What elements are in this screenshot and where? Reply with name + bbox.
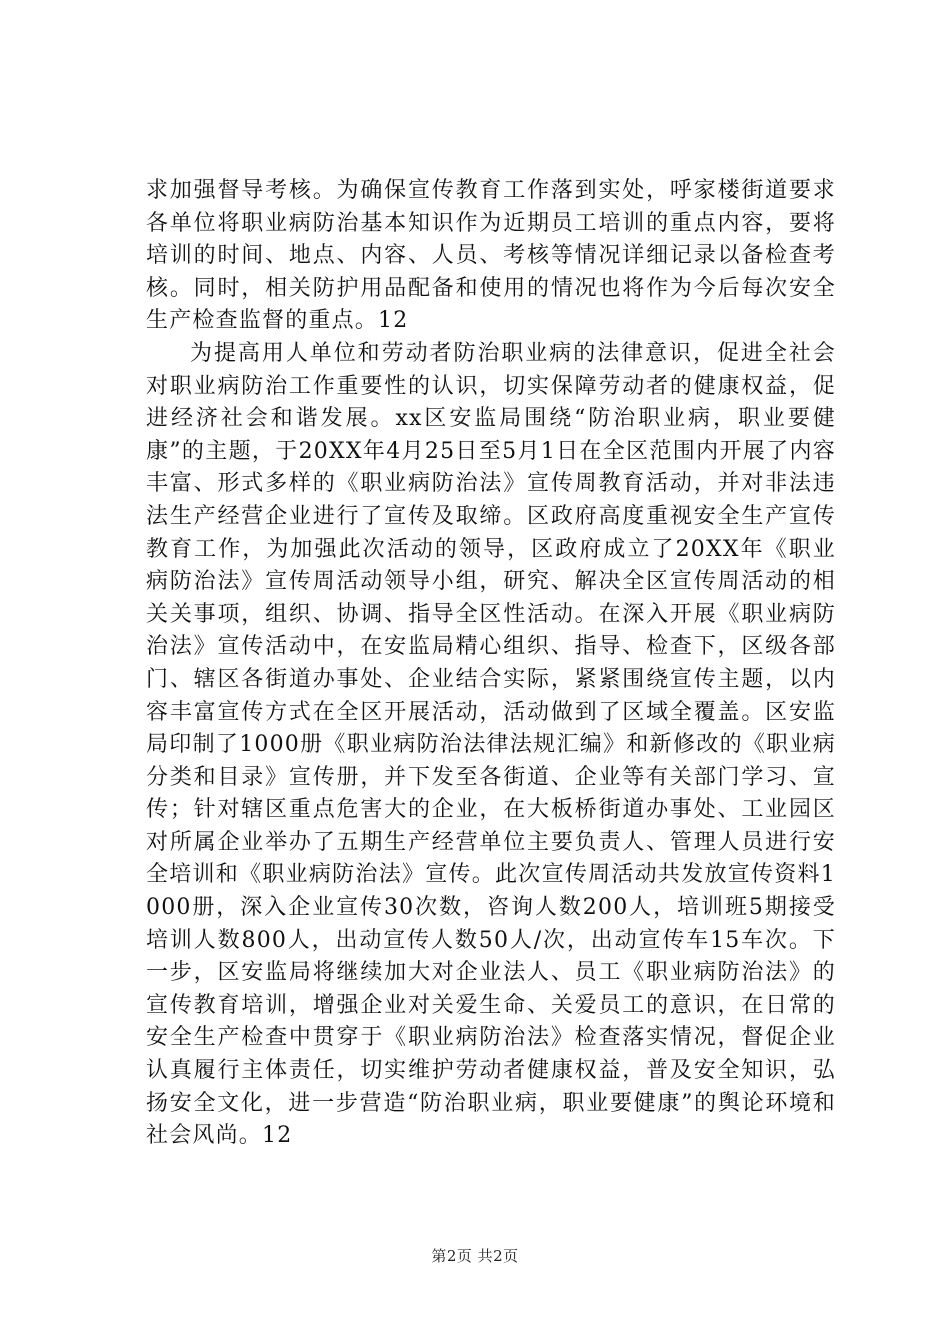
- paragraph-publicity-week: 为提高用人单位和劳动者防治职业病的法律意识，促进全社会对职业病防治工作重要性的认识，切实保障劳动者的健康权益，促进经济社会和谐发展。xx区安监局围绕“防治职业病，职业要健康”的主题，于20XX年4月25日至5月1日在全区范围内开展了内容丰富、形式多样的《职业病防治法》宣传周教育活动，并对非法违法生产经营企业进行了宣传及取缔。区政府高度重视安全生产宣传教育工作，为加强此次活动的领导，区政府成立了20XX年《职业病防治法》宣传周活动领导小组，研究、解决全区宣传周活动的相关关事项，组织、协调、指导全区性活动。在深入开展《职业病防治法》宣传活动中，在安监局精心组织、指导、检查下，区级各部门、辖区各街道办事处、企业结合实际，紧紧围绕宣传主题，以内容丰富宣传方式在全区开展活动，活动做到了区域全覆盖。区安监局印制了1000册《职业病防治法律法规汇编》和新修改的《职业病分类和目录》宣传册，并下发至各街道、企业等有关部门学习、宣传；针对辖区重点危害大的企业，在大板桥街道办事处、工业园区对所属企业举办了五期生产经营单位主要负责人、管理人员进行安全培训和《职业病防治法》宣传。此次宣传周活动共发放宣传资料1000册，深入企业宣传30次数，咨询人数200人，培训班5期接受培训人数800人，出动宣传人数50人/次，出动宣传车15车次。下一步，区安监局将继续加大对企业法人、员工《职业病防治法》的宣传教育培训，增强企业对关爱生命、关爱员工的意识，在日常的安全生产检查中贯穿于《职业病防治法》检查落实情况，督促企业认真履行主体责任，切实维护劳动者健康权益，普及安全知识，弘扬安全文化，进一步营造“防治职业病，职业要健康”的舆论环境和社会风尚。12: [146, 340, 836, 1149]
- document-body: [146, 175, 836, 1153]
- page-number-footer: 第2页 共2页: [431, 1247, 519, 1265]
- paragraph-continuation: 求加强督导考核。为确保宣传教育工作落到实处，呼家楼街道要求各单位将职业病防治基本知识作为近期员工培训的重点内容，要将培训的时间、地点、内容、人员、考核等情况详细记录以备检查考核。同时，相关防护用品配备和使用的情况也将作为今后每次安全生产检查监督的重点。12: [146, 178, 836, 334]
